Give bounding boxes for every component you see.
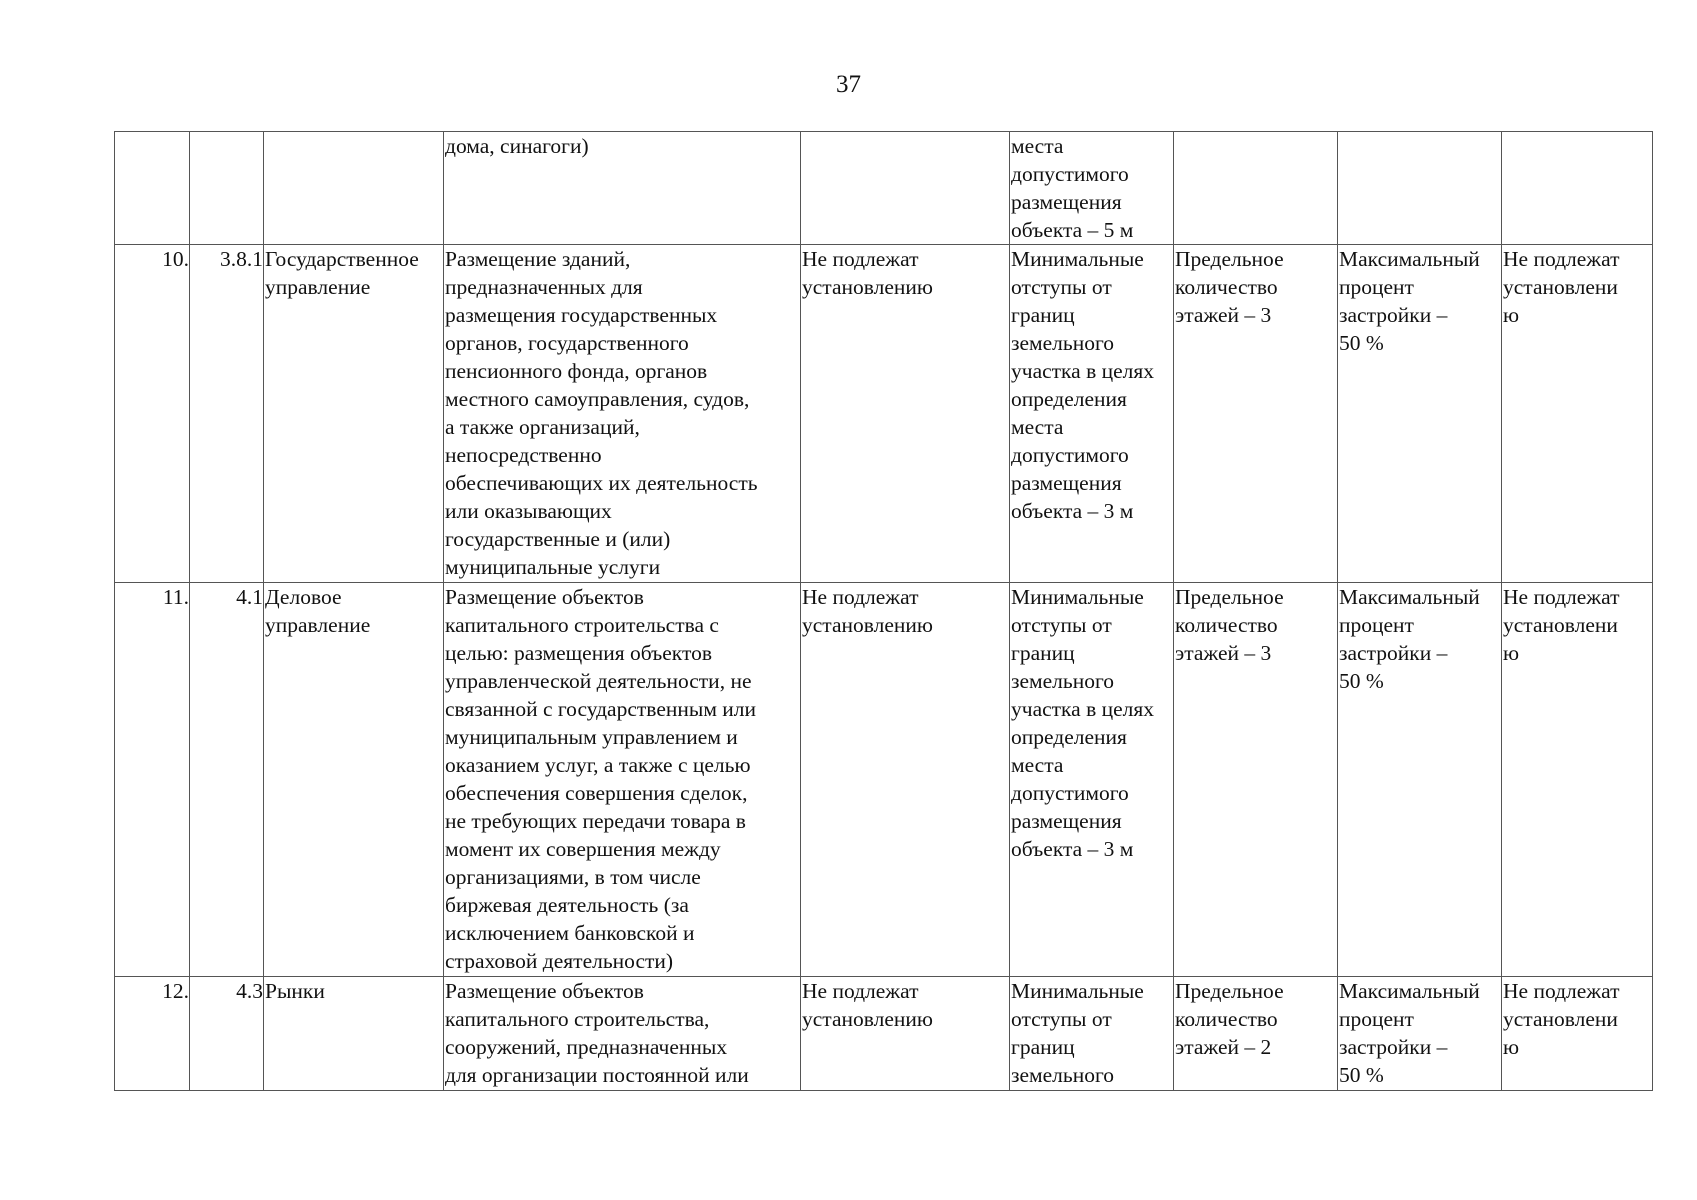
use-name: Деловое управление — [264, 583, 444, 977]
setback-limit: Минимальные отступы от границ земельного — [1010, 977, 1174, 1091]
plot-size-limit: Не подлежат установлению — [801, 977, 1010, 1091]
use-code: 3.8.1 — [190, 245, 264, 583]
coverage-limit — [1338, 132, 1502, 245]
row-number: 12. — [115, 977, 190, 1091]
plot-size-limit: Не подлежат установлению — [801, 583, 1010, 977]
coverage-limit: Максимальный процент застройки – 50 % — [1338, 245, 1502, 583]
use-name: Государственное управление — [264, 245, 444, 583]
use-code: 4.1 — [190, 583, 264, 977]
setback-limit: Минимальные отступы от границ земельного участка в целях определения места допустимого размещения объекта – 3 м — [1010, 583, 1174, 977]
floors-limit: Предельное количество этажей – 2 — [1174, 977, 1338, 1091]
regulations-table — [114, 131, 1653, 1091]
setback-limit: Минимальные отступы от границ земельного участка в целях определения места допустимого размещения объекта – 3 м — [1010, 245, 1174, 583]
other-limit: Не подлежат установлени ю — [1502, 977, 1653, 1091]
table-row — [115, 977, 1653, 1091]
coverage-limit: Максимальный процент застройки – 50 % — [1338, 583, 1502, 977]
page-number: 37 — [836, 71, 861, 98]
other-limit: Не подлежат установлени ю — [1502, 245, 1653, 583]
floors-limit — [1174, 132, 1338, 245]
use-description: Размещение зданий, предназначенных для размещения государственных органов, государственного пенсионного фонда, органов местного самоуправления, судов, а также организаций, непосредственно обеспечивающих их деятельность или оказывающих государственные и (или) муниципальные услуги — [444, 245, 801, 583]
row-number: 11. — [115, 583, 190, 977]
plot-size-limit: Не подлежат установлению — [801, 245, 1010, 583]
setback-limit: места допустимого размещения объекта – 5 м — [1010, 132, 1174, 245]
use-name — [264, 132, 444, 245]
floors-limit: Предельное количество этажей – 3 — [1174, 245, 1338, 583]
use-description: дома, синагоги) — [444, 132, 801, 245]
plot-size-limit — [801, 132, 1010, 245]
row-number: 10. — [115, 245, 190, 583]
use-code: 4.3 — [190, 977, 264, 1091]
coverage-limit: Максимальный процент застройки – 50 % — [1338, 977, 1502, 1091]
use-description: Размещение объектов капитального строительства с целью: размещения объектов управленческой деятельности, не связанной с государственным или муниципальным управлением и оказанием услуг, а также с целью обеспечения совершения сделок, не требующих передачи товара в момент их совершения между организациями, в том числе биржевая деятельность (за исключением банковской и страховой деятельности) — [444, 583, 801, 977]
floors-limit: Предельное количество этажей – 3 — [1174, 583, 1338, 977]
use-code — [190, 132, 264, 245]
use-name: Рынки — [264, 977, 444, 1091]
row-number — [115, 132, 190, 245]
other-limit — [1502, 132, 1653, 245]
use-description: Размещение объектов капитального строительства, сооружений, предназначенных для организации постоянной или — [444, 977, 801, 1091]
table-row — [115, 245, 1653, 583]
table-row — [115, 132, 1653, 245]
table-row — [115, 583, 1653, 977]
other-limit: Не подлежат установлени ю — [1502, 583, 1653, 977]
